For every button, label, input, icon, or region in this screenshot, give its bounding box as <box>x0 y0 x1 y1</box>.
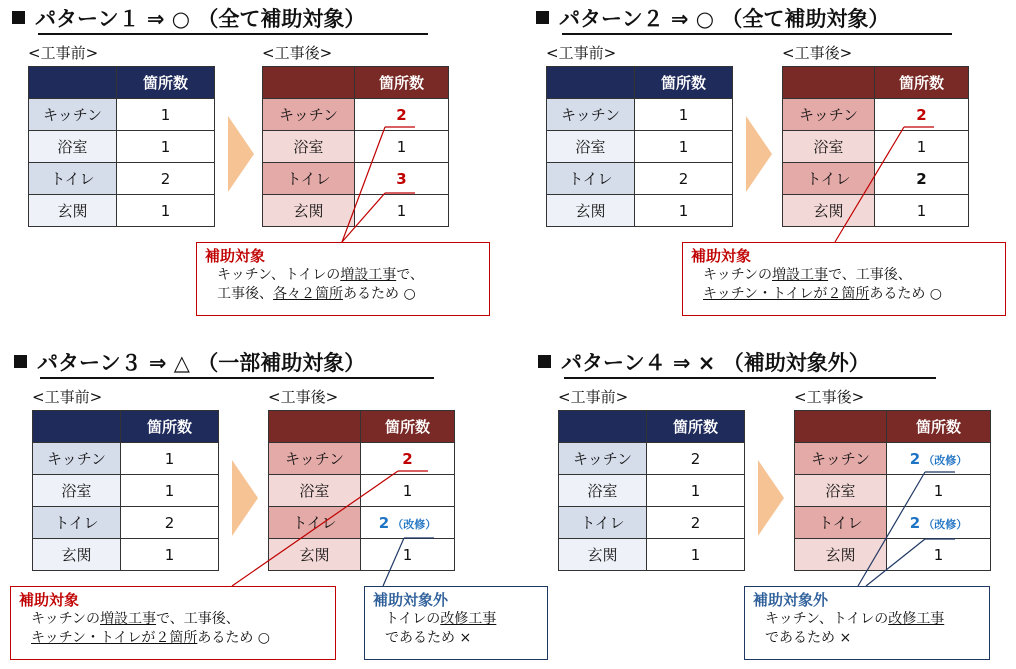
count-header: 箇所数 <box>117 67 215 99</box>
callout-line <box>383 538 404 586</box>
pattern-1-title: パターン１ ⇒ ○ （全て補助対象） <box>12 6 365 32</box>
count-cell: 2 <box>117 163 215 195</box>
room-label: キッチン <box>33 443 121 475</box>
count-header: 箇所数 <box>635 67 733 99</box>
note-heading: 補助対象外 <box>373 591 449 609</box>
count-cell: 2 <box>647 443 745 475</box>
room-label: 浴室 <box>547 131 635 163</box>
note-heading: 補助対象 <box>691 247 752 265</box>
note-line: キッチンの増設工事で、工事後、 <box>703 267 912 283</box>
callout-line <box>232 471 398 586</box>
room-label: 浴室 <box>269 475 361 507</box>
after-label: <工事後> <box>794 388 865 406</box>
after-label: <工事後> <box>268 388 339 406</box>
count-header: 箇所数 <box>355 67 449 99</box>
room-label: トイレ <box>33 507 121 539</box>
note-line: キッチン、トイレの改修工事 <box>765 611 945 627</box>
note-heading: 補助対象外 <box>753 591 829 609</box>
count-cell: 1 <box>121 475 219 507</box>
count-cell: 3 <box>355 163 449 195</box>
note-heading: 補助対象 <box>19 591 80 609</box>
note-line: キッチン、トイレの増設工事で、 <box>217 267 424 283</box>
before-label: <工事前> <box>546 44 617 62</box>
room-label: トイレ <box>269 507 361 539</box>
room-label: キッチン <box>559 443 647 475</box>
pattern-4-title: パターン４ ⇒ × （補助対象外） <box>538 350 870 376</box>
room-label: キッチン <box>795 443 887 475</box>
room-label: キッチン <box>547 99 635 131</box>
after-label: <工事後> <box>262 44 333 62</box>
callout-line <box>342 193 385 242</box>
room-label: キッチン <box>29 99 117 131</box>
room-label: トイレ <box>795 507 887 539</box>
count-cell: 2 <box>875 99 969 131</box>
count-cell: 2 （改修） <box>887 507 991 539</box>
before-label: <工事前> <box>28 44 99 62</box>
count-cell: 1 <box>875 131 969 163</box>
room-label: 浴室 <box>29 131 117 163</box>
note-line: 工事後、各々２箇所あるため ○ <box>217 286 416 302</box>
room-label: トイレ <box>263 163 355 195</box>
count-header: 箇所数 <box>887 411 991 443</box>
count-cell: 1 <box>355 195 449 227</box>
note-line: であるため × <box>765 630 852 646</box>
room-label: トイレ <box>547 163 635 195</box>
note-line: トイレの改修工事 <box>385 611 497 627</box>
count-cell: 1 <box>887 539 991 571</box>
room-label: キッチン <box>263 99 355 131</box>
room-label: トイレ <box>559 507 647 539</box>
renovation-tag: （改修） <box>923 453 968 467</box>
count-cell: 1 <box>635 99 733 131</box>
count-cell: 1 <box>121 539 219 571</box>
count-header: 箇所数 <box>875 67 969 99</box>
count-cell: 2 （改修） <box>361 507 455 539</box>
room-label: 玄関 <box>29 195 117 227</box>
count-cell: 1 <box>635 131 733 163</box>
count-cell: 1 <box>361 539 455 571</box>
count-cell: 1 <box>647 539 745 571</box>
count-cell: 2 （改修） <box>887 443 991 475</box>
count-cell: 1 <box>355 131 449 163</box>
room-label: トイレ <box>783 163 875 195</box>
callout-line <box>342 127 385 242</box>
room-label: 玄関 <box>547 195 635 227</box>
room-label: キッチン <box>783 99 875 131</box>
before-label: <工事前> <box>32 388 103 406</box>
count-cell: 2 <box>647 507 745 539</box>
renovation-tag: （改修） <box>392 517 437 531</box>
room-label: トイレ <box>29 163 117 195</box>
room-label: 浴室 <box>263 131 355 163</box>
room-label: 浴室 <box>783 131 875 163</box>
room-label: 浴室 <box>559 475 647 507</box>
count-cell: 1 <box>875 195 969 227</box>
count-cell: 1 <box>117 195 215 227</box>
note-line: キッチンの増設工事で、工事後、 <box>31 611 240 627</box>
count-header: 箇所数 <box>121 411 219 443</box>
count-cell: 2 <box>355 99 449 131</box>
room-label: 浴室 <box>33 475 121 507</box>
pattern-2-title: パターン２ ⇒ ○ （全て補助対象） <box>536 6 889 32</box>
room-label: 玄関 <box>783 195 875 227</box>
room-label: 浴室 <box>795 475 887 507</box>
count-header: 箇所数 <box>647 411 745 443</box>
count-cell: 1 <box>361 475 455 507</box>
count-header: 箇所数 <box>361 411 455 443</box>
room-label: 玄関 <box>33 539 121 571</box>
note-line: であるため × <box>385 630 472 646</box>
callout-line <box>858 472 925 586</box>
callout-line <box>835 127 904 242</box>
room-label: 玄関 <box>795 539 887 571</box>
count-cell: 1 <box>117 131 215 163</box>
room-label: 玄関 <box>269 539 361 571</box>
count-cell: 2 <box>121 507 219 539</box>
note-line: キッチン・トイレが２箇所あるため ○ <box>31 630 270 646</box>
count-cell: 1 <box>887 475 991 507</box>
pattern-3-title: パターン３ ⇒ △ （一部補助対象） <box>14 350 365 376</box>
callout-line <box>866 539 925 586</box>
count-cell: 2 <box>875 163 969 195</box>
count-cell: 2 <box>635 163 733 195</box>
room-label: 玄関 <box>559 539 647 571</box>
count-cell: 2 <box>361 443 455 475</box>
count-cell: 1 <box>635 195 733 227</box>
renovation-tag: （改修） <box>923 517 968 531</box>
room-label: 玄関 <box>263 195 355 227</box>
count-cell: 1 <box>121 443 219 475</box>
room-label: キッチン <box>269 443 361 475</box>
note-line: キッチン・トイレが２箇所あるため ○ <box>703 286 942 302</box>
count-cell: 1 <box>117 99 215 131</box>
count-cell: 1 <box>647 475 745 507</box>
after-label: <工事後> <box>782 44 853 62</box>
before-label: <工事前> <box>558 388 629 406</box>
note-heading: 補助対象 <box>205 247 266 265</box>
